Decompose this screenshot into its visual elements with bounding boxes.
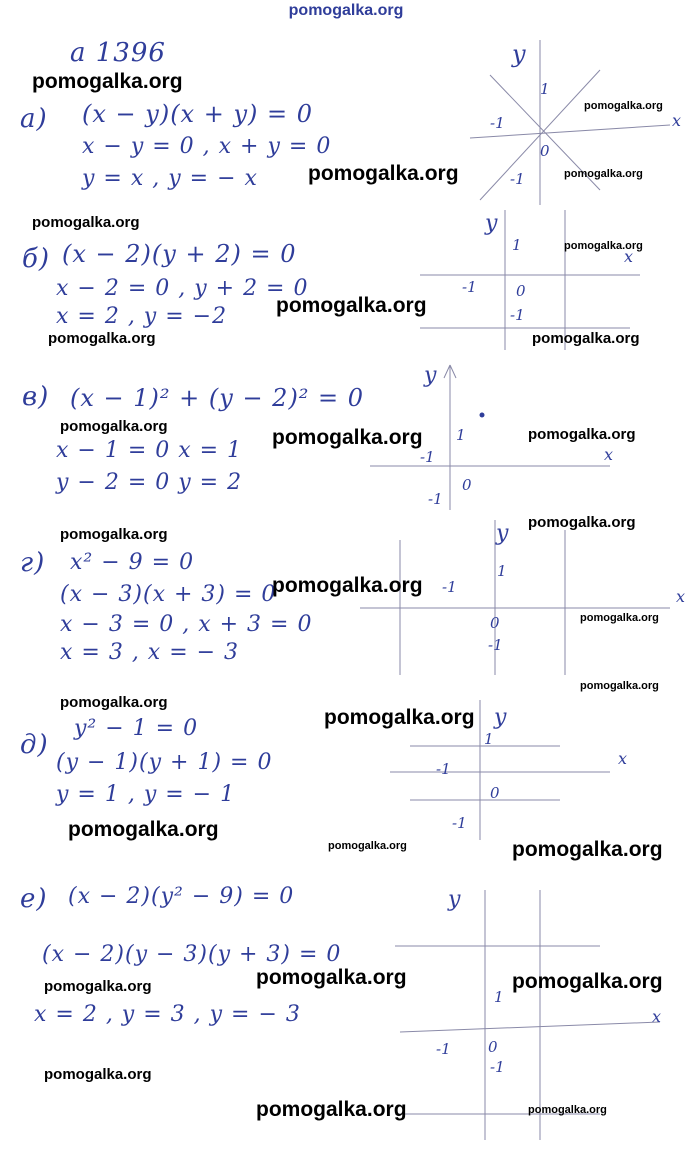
part-c-line-1: (x − 1)² + (y − 2)² = 0 — [70, 384, 365, 412]
graph-d-label-one: 1 — [497, 562, 507, 580]
watermark: pomogalka.org — [44, 1066, 152, 1083]
watermark: pomogalka.org — [44, 978, 152, 995]
graph-b-label-minus-one-y: -1 — [510, 306, 525, 324]
watermark: pomogalka.org — [580, 680, 659, 692]
watermark: pomogalka.org — [584, 100, 663, 112]
part-b-line-3: x = 2 , y = −2 — [56, 304, 228, 329]
problem-number: a 1396 — [70, 38, 166, 68]
graph-b-label-y: y — [485, 211, 498, 236]
watermark: pomogalka.org — [324, 706, 475, 729]
graph-a-label-x: x — [672, 111, 682, 130]
watermark: pomogalka.org — [512, 838, 663, 861]
graph-e-label-minus-one-y: -1 — [452, 814, 467, 832]
watermark: pomogalka.org — [256, 966, 407, 989]
graph-d-label-minus-one: -1 — [442, 578, 457, 596]
graph-d-label-x: x — [676, 587, 686, 606]
part-f-line-3: x = 2 , y = 3 , y = − 3 — [34, 1002, 301, 1027]
graph-a-label-one: 1 — [540, 80, 550, 98]
graph-c-label-minus-one-y: -1 — [428, 490, 443, 508]
part-e-line-1: y² − 1 = 0 — [74, 716, 199, 741]
watermark: pomogalka.org — [532, 330, 640, 347]
graph-c-y-arrow-right — [450, 365, 456, 378]
graph-f-label-one: 1 — [494, 988, 504, 1006]
graph-f-label-x: x — [652, 1007, 662, 1026]
graph-f-label-minus-one-y: -1 — [490, 1058, 505, 1076]
part-a-line-3: y = x , y = − x — [82, 166, 258, 191]
watermark: pomogalka.org — [60, 526, 168, 543]
graph-c-point — [480, 413, 485, 418]
graph-e-label-zero: 0 — [490, 784, 500, 802]
graph-a-label-y: y — [512, 40, 526, 68]
part-a-label: а) — [20, 104, 48, 134]
watermark: pomogalka.org — [256, 1098, 407, 1121]
part-f-label: е) — [20, 884, 48, 914]
graph-f-label-zero: 0 — [488, 1038, 498, 1056]
graph-a-label-minus-one-y: -1 — [510, 170, 525, 188]
graph-f-label-y: y — [448, 887, 461, 912]
graph-d-label-y: y — [496, 521, 509, 546]
part-d-line-4: x = 3 , x = − 3 — [60, 640, 240, 665]
watermark: pomogalka.org — [272, 426, 423, 449]
part-d-line-3: x − 3 = 0 , x + 3 = 0 — [60, 612, 313, 637]
graph-a-label-minus-one: -1 — [490, 114, 505, 132]
watermark: pomogalka.org — [528, 514, 636, 531]
part-c-label: в) — [22, 382, 50, 412]
watermark: pomogalka.org — [60, 694, 168, 711]
part-a-line-2: x − y = 0 , x + y = 0 — [82, 134, 332, 159]
graph-b-label-one: 1 — [512, 236, 522, 254]
part-d-line-1: x² − 9 = 0 — [70, 550, 195, 575]
graph-e-label-x: x — [618, 749, 628, 768]
watermark: pomogalka.org — [528, 1104, 607, 1116]
graph-d-label-minus-one-y: -1 — [488, 636, 503, 654]
watermark: pomogalka.org — [308, 162, 459, 185]
watermark: pomogalka.org — [68, 818, 219, 841]
watermark: pomogalka.org — [580, 612, 659, 624]
graph-c-label-one: 1 — [456, 426, 466, 444]
watermark: pomogalka.org — [276, 294, 427, 317]
part-c-line-2: x − 1 = 0 x = 1 — [56, 438, 243, 463]
part-b-line-2: x − 2 = 0 , y + 2 = 0 — [56, 276, 309, 301]
graph-c-label-minus-one: -1 — [420, 448, 435, 466]
part-b-line-1: (x − 2)(y + 2) = 0 — [62, 240, 297, 268]
graph-b-label-x: x — [624, 247, 634, 266]
watermark: pomogalka.org — [60, 418, 168, 435]
part-e-line-3: y = 1 , y = − 1 — [56, 782, 236, 807]
graph-b-label-minus-one: -1 — [462, 278, 477, 296]
watermark: pomogalka.org — [564, 168, 643, 180]
watermark: pomogalka.org — [32, 214, 140, 231]
watermark: pomogalka.org — [512, 970, 663, 993]
part-b-label: б) — [22, 244, 51, 274]
part-e-line-2: (y − 1)(y + 1) = 0 — [56, 750, 273, 775]
graph-c-label-x: x — [604, 445, 614, 464]
graph-c-y-arrow-left — [444, 365, 450, 378]
graph-b-label-zero: 0 — [516, 282, 526, 300]
part-d-line-2: (x − 3)(x + 3) = 0 — [60, 582, 277, 607]
watermark: pomogalka.org — [564, 240, 643, 252]
graph-a-label-zero: 0 — [540, 142, 550, 160]
part-a-line-1: (x − y)(x + y) = 0 — [82, 100, 314, 128]
watermark: pomogalka.org — [528, 426, 636, 443]
part-f-line-1: (x − 2)(y² − 9) = 0 — [68, 884, 295, 909]
part-c-line-3: y − 2 = 0 y = 2 — [56, 470, 243, 495]
part-f-line-2: (x − 2)(y − 3)(y + 3) = 0 — [42, 942, 342, 967]
watermark: pomogalka.org — [32, 70, 183, 93]
watermark: pomogalka.org — [48, 330, 156, 347]
watermark: pomogalka.org — [272, 574, 423, 597]
graph-e-label-y: y — [494, 705, 507, 730]
part-d-label: г) — [20, 548, 46, 578]
part-e-label: д) — [20, 730, 49, 760]
site-header[interactable]: pomogalka.org — [288, 2, 404, 19]
graph-f-label-minus-one: -1 — [436, 1040, 451, 1058]
graph-c-label-y: y — [424, 363, 437, 388]
graph-f-x-axis — [400, 1022, 660, 1032]
graph-e-label-minus-one: -1 — [436, 760, 451, 778]
graph-e-label-one: 1 — [484, 730, 494, 748]
graph-d-label-zero: 0 — [490, 614, 500, 632]
watermark: pomogalka.org — [328, 840, 407, 852]
graph-c-label-zero: 0 — [462, 476, 472, 494]
